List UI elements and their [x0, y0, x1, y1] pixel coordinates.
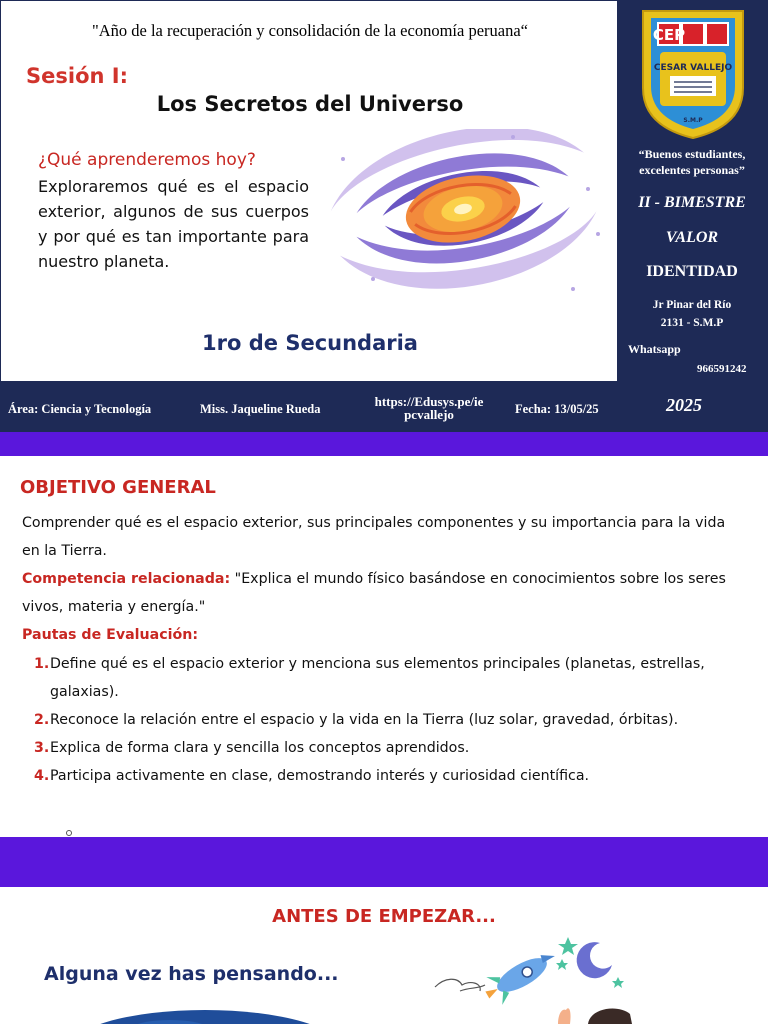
galaxy-illustration — [313, 129, 613, 309]
competencia-text: "Explica el mundo físico basándose en conocimientos sobre los seres vivos, materia y energía." — [22, 571, 726, 615]
grade-label: 1ro de Secundaria — [202, 331, 418, 355]
list-item — [36, 650, 736, 706]
criterion-text: Define qué es el espacio exterior y menciona sus elementos principales (planetas, estrellas, galaxias). — [50, 656, 705, 700]
criterion-text: Reconoce la relación entre el espacio y la vida en la Tierra (luz solar, gravedad, órbitas). — [50, 712, 679, 728]
session-date: Fecha: 13/05/25 — [515, 402, 599, 416]
criterion-number: 1. — [34, 656, 50, 672]
objective-title: OBJETIVO GENERAL — [20, 477, 216, 498]
session-card — [0, 0, 618, 382]
list-item — [36, 706, 736, 734]
school-shield-logo — [640, 8, 746, 140]
school-quote: “Buenos estudiantes, excelentes personas” — [638, 147, 746, 177]
national-motto: "Año de la recuperación y consolidación de la economía peruana“ — [91, 21, 528, 40]
school-address — [622, 296, 762, 332]
criterion-number: 4. — [34, 768, 50, 784]
logo-sub: S.M.P — [683, 117, 703, 124]
planet-illustration — [60, 1000, 350, 1024]
whatsapp-number: 966591242 — [697, 363, 747, 375]
logo-name: CESAR VALLEJO — [653, 63, 733, 73]
evaluation-criteria-list — [36, 650, 736, 790]
valor-label: VALOR — [665, 229, 719, 246]
school-website-link[interactable] — [357, 395, 501, 421]
criterion-text: Participa activamente en clase, demostrando interés y curiosidad científica. — [50, 768, 590, 784]
teacher-name: Miss. Jaqueline Rueda — [200, 402, 321, 416]
divider-band-top — [0, 432, 768, 456]
address-line-2: 2131 - S.M.P — [660, 317, 724, 329]
website-line-2[interactable]: pcvallejo — [404, 407, 454, 422]
objective-text: Comprender qué es el espacio exterior, sus principales componentes y su importancia para la vida en la Tierra. — [22, 515, 726, 559]
criterion-text: Explica de forma clara y sencilla los conceptos aprendidos. — [50, 740, 470, 756]
competencia-label: Competencia relacionada: — [22, 571, 231, 587]
website-line-1[interactable]: https://Edusys.pe/ie — [374, 394, 484, 409]
criterion-number: 3. — [34, 740, 50, 756]
lesson-question: ¿Qué aprenderemos hoy? — [38, 150, 256, 170]
pautas-title: Pautas de Evaluación: — [22, 627, 198, 643]
logo-letters-1: CEP — [652, 26, 686, 44]
competencia-paragraph — [22, 565, 752, 621]
before-start-title: ANTES DE EMPEZAR... — [272, 906, 496, 927]
criterion-number: 2. — [34, 712, 50, 728]
empty-bullet-dot — [66, 830, 72, 836]
lesson-intro: Exploraremos qué es el espacio exterior, algunos de sus cuerpos y por qué es tan importante para nuestro planeta. — [38, 177, 309, 271]
address-line-1: Jr Pinar del Río — [652, 299, 732, 311]
school-year: 2025 — [666, 395, 702, 415]
header-block — [0, 0, 768, 432]
session-title: Los Secretos del Universo — [156, 92, 464, 116]
reflection-question: Alguna vez has pensando... — [44, 963, 339, 985]
identidad-label: IDENTIDAD — [646, 263, 738, 280]
divider-band-bottom — [0, 837, 768, 887]
whatsapp-label: Whatsapp — [628, 342, 681, 356]
session-label: Sesión I: — [26, 64, 128, 88]
student-illustration — [548, 1000, 638, 1024]
list-item — [36, 734, 736, 762]
subject-area: Área: Ciencia y Tecnología — [8, 402, 152, 416]
bimestre-label: II - BIMESTRE — [638, 194, 746, 211]
list-item — [36, 762, 736, 790]
